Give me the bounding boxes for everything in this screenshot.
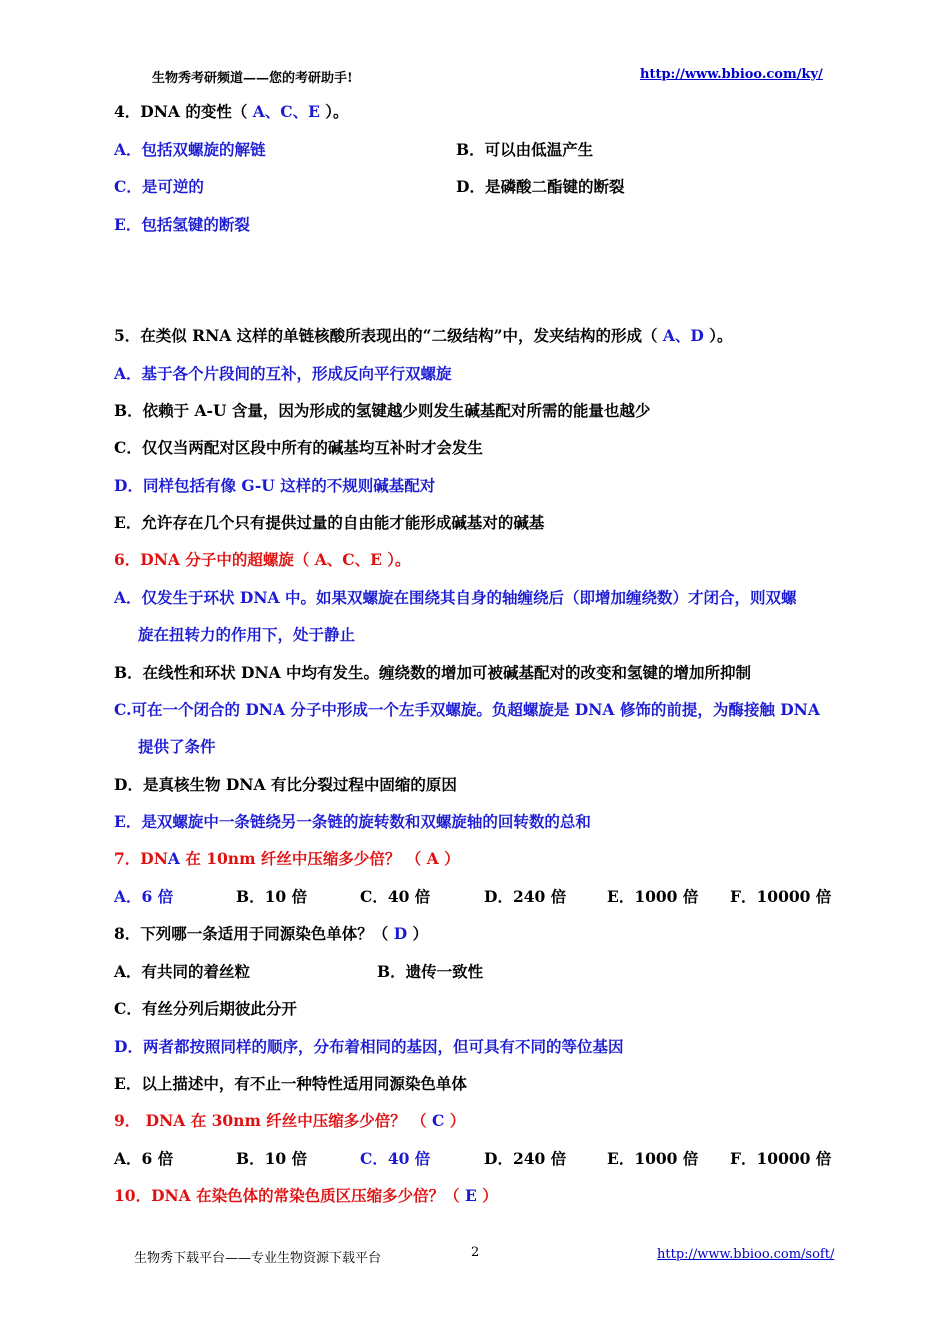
- footer-title: 生物秀下载平台——专业生物资源下载平台: [134, 1251, 382, 1266]
- q9-option-a: A．6 倍: [114, 1149, 174, 1168]
- q7-option-e: E．1000 倍: [607, 887, 699, 906]
- answer-key: D: [393, 924, 408, 943]
- question-10: 10．DNA 在染色体的常染色质区压缩多少倍？（ E ）: [114, 1186, 498, 1205]
- q9-option-f: F．10000 倍: [730, 1149, 832, 1168]
- q4-option-b: B．可以由低温产生: [456, 140, 594, 159]
- answer-key: A、D: [662, 326, 704, 345]
- q7-option-b: B．10 倍: [236, 887, 308, 906]
- answer-key: A: [167, 849, 180, 868]
- q6-option-a: A．仅发生于环状 DNA 中。如果双螺旋在围绕其自身的轴缠绕后（即增加缠绕数）才闭合，则双螺: [114, 588, 797, 607]
- answer-key: A、C、E: [252, 102, 320, 121]
- q5-option-c: C．仅仅当两配对区段中所有的碱基均互补时才会发生: [114, 438, 483, 457]
- header-link[interactable]: http://www.bbioo.com/ky/: [640, 67, 823, 82]
- q6-option-c-cont: 提供了条件: [138, 737, 216, 756]
- q7-option-c: C．40 倍: [360, 887, 431, 906]
- q6-option-b: B．在线性和环状 DNA 中均有发生。缠绕数的增加可被碱基配对的改变和氢键的增加所抑制: [114, 663, 752, 682]
- question-9: 9． DNA 在 30nm 纤丝中压缩多少倍？ （ C ）: [114, 1111, 466, 1130]
- q4-option-d: D．是磷酸二酯键的断裂: [456, 177, 625, 196]
- q5-option-e: E．允许存在几个只有提供过量的自由能才能形成碱基对的碱基: [114, 513, 545, 532]
- header-title: 生物秀考研频道——您的考研助手!: [152, 71, 353, 86]
- q4-option-c: C．是可逆的: [114, 177, 204, 196]
- q8-option-c: C．有丝分列后期彼此分开: [114, 999, 297, 1018]
- q8-option-e: E．以上描述中，有不止一种特性适用同源染色单体: [114, 1074, 467, 1093]
- q8-option-b: B．遗传一致性: [377, 962, 484, 981]
- q5-option-a: A．基于各个片段间的互补，形成反向平行双螺旋: [114, 364, 452, 383]
- q5-option-d: D．同样包括有像 G-U 这样的不规则碱基配对: [114, 476, 436, 495]
- q9-option-b: B．10 倍: [236, 1149, 308, 1168]
- q8-option-a: A．有共同的着丝粒: [114, 962, 251, 981]
- page-number: 2: [471, 1245, 480, 1260]
- q7-option-a: A．6 倍: [114, 887, 174, 906]
- question-8: 8．下列哪一条适用于同源染色单体？（ D ）: [114, 924, 429, 943]
- answer-key: E: [465, 1186, 477, 1205]
- q8-option-d: D．两者都按照同样的顺序，分布着相同的基因，但可具有不同的等位基因: [114, 1037, 624, 1056]
- footer-link[interactable]: http://www.bbioo.com/soft/: [657, 1247, 835, 1262]
- q4-option-e: E．包括氢键的断裂: [114, 215, 250, 234]
- q6-option-d: D．是真核生物 DNA 有比分裂过程中固缩的原因: [114, 775, 457, 794]
- answer-key: C: [432, 1111, 445, 1130]
- q7-option-d: D．240 倍: [484, 887, 567, 906]
- q9-option-c: C．40 倍: [360, 1149, 431, 1168]
- question-4: 4．DNA 的变性（ A、C、E ）。: [114, 102, 349, 121]
- q9-option-d: D．240 倍: [484, 1149, 567, 1168]
- q6-option-e: E．是双螺旋中一条链绕另一条链的旋转数和双螺旋轴的回转数的总和: [114, 812, 591, 831]
- q4-option-a: A．包括双螺旋的解链: [114, 140, 266, 159]
- q6-option-c: C.可在一个闭合的 DNA 分子中形成一个左手双螺旋。负超螺旋是 DNA 修饰的前提，为酶接触 DNA: [114, 700, 820, 719]
- question-6: 6．DNA 分子中的超螺旋（ A、C、E ）。: [114, 550, 411, 569]
- q6-option-a-cont: 旋在扭转力的作用下，处于静止: [138, 625, 356, 644]
- q7-option-f: F．10000 倍: [730, 887, 832, 906]
- question-5: 5．在类似 RNA 这样的单链核酸所表现出的“二级结构”中，发夹结构的形成（ A、D ）。: [114, 326, 733, 345]
- q5-option-b: B．依赖于 A-U 含量，因为形成的氢键越少则发生碱基配对所需的能量也越少: [114, 401, 651, 420]
- q9-option-e: E．1000 倍: [607, 1149, 699, 1168]
- question-7: 7．DNA 在 10nm 纤丝中压缩多少倍？ （ A ）: [114, 849, 460, 868]
